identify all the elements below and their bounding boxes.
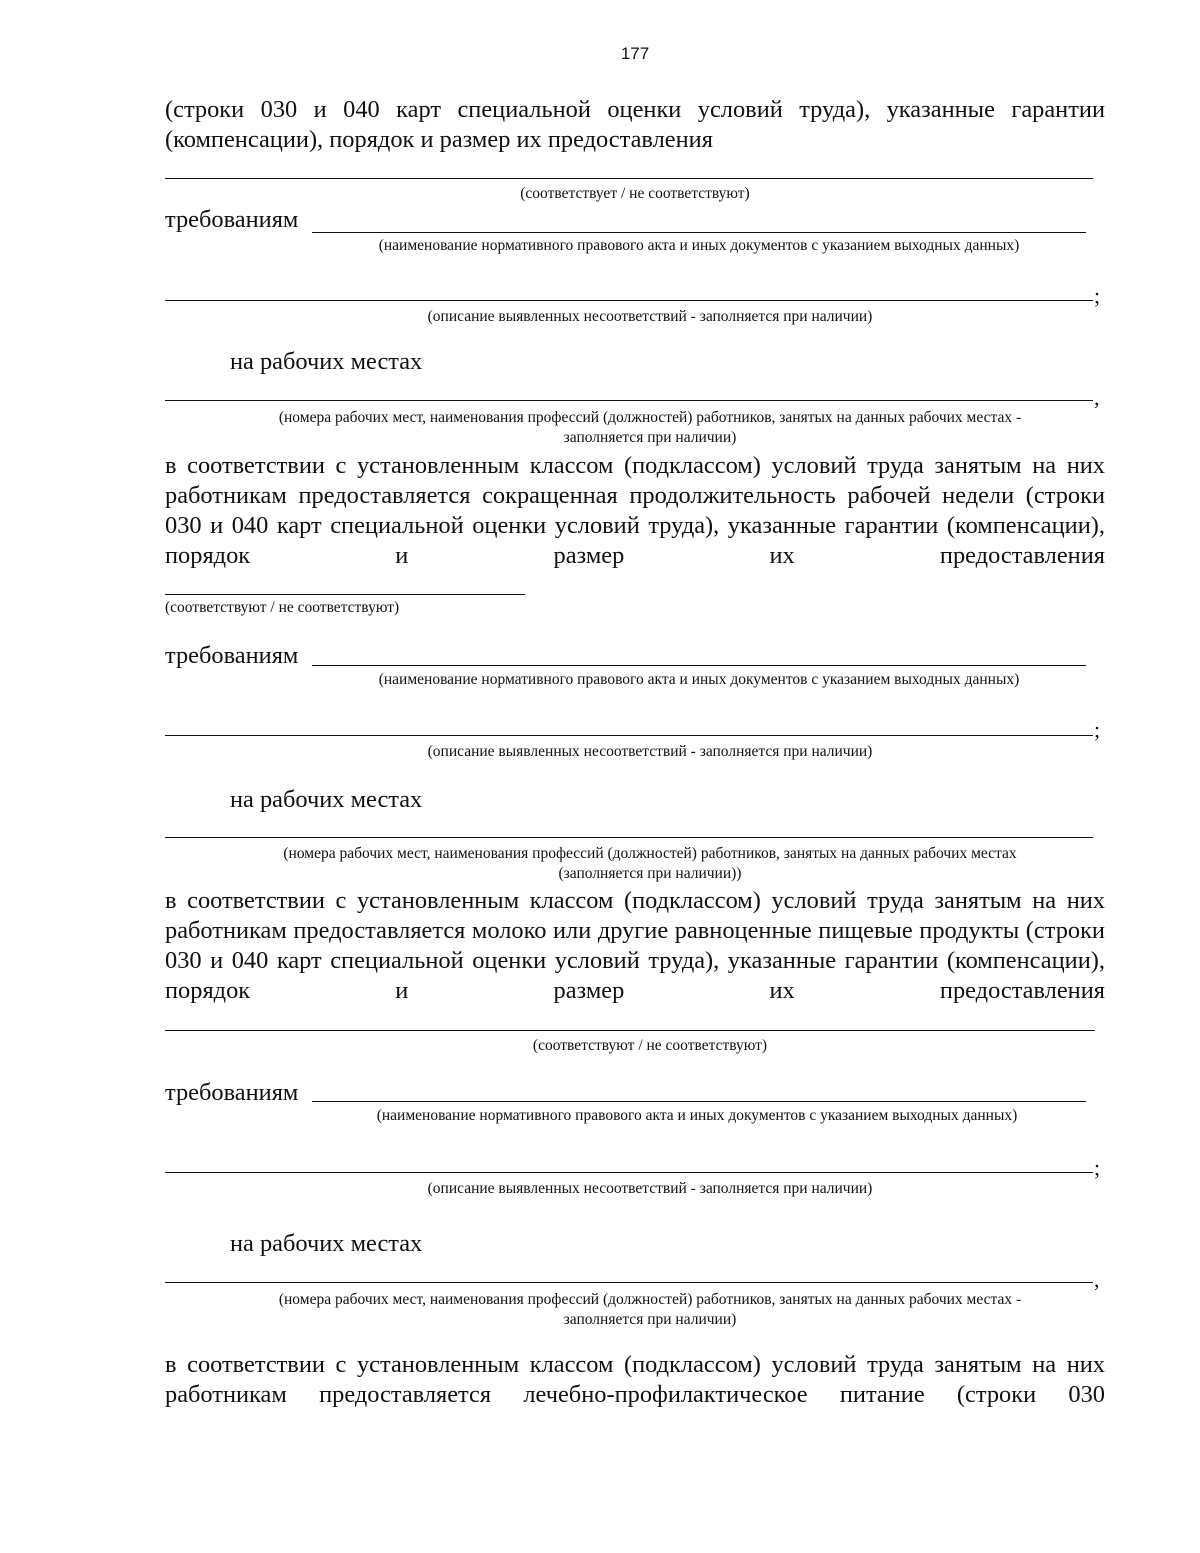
requirements-label: требованиям <box>165 206 299 233</box>
field-end-comma: , <box>1094 385 1100 410</box>
page-number: 177 <box>620 44 650 63</box>
requirements-label: требованиям <box>165 642 299 669</box>
field-end-semicolon: ; <box>1094 717 1101 742</box>
legal-act-caption: (наименование нормативного правового акта и иных документов с указанием выходных данных) <box>376 1107 1018 1124</box>
nonconformity-caption: (описание выявленных несоответствий - заполняется при наличии) <box>427 308 873 325</box>
legal-act-field-line[interactable] <box>312 1101 1086 1102</box>
legal-act-caption: (наименование нормативного правового акта и иных документов с указанием выходных данных) <box>378 237 1020 254</box>
workplaces-field-line[interactable] <box>165 400 1093 401</box>
condition-paragraph: в соответствии с установленным классом (подклассом) условий труда занятым на них работникам предоставляется лечебно-профилактическое питание (строки 030 <box>165 1351 1105 1408</box>
legal-act-caption: (наименование нормативного правового акта и иных документов с указанием выходных данных) <box>378 671 1020 688</box>
nonconformity-caption: (описание выявленных несоответствий - заполняется при наличии) <box>427 743 873 760</box>
field-end-semicolon: ; <box>1094 1155 1101 1180</box>
legal-act-field-line[interactable] <box>312 665 1086 666</box>
compliance-caption: (соответствуют / не соответствуют) <box>165 599 400 616</box>
nonconformity-field-line[interactable] <box>165 735 1093 736</box>
compliance-field-line[interactable] <box>165 594 525 595</box>
compliance-field-line[interactable] <box>165 178 1093 179</box>
workplaces-caption-line-2: заполняется при наличии) <box>563 429 737 446</box>
workplaces-label: на рабочих местах <box>230 348 423 375</box>
workplaces-field-line[interactable] <box>165 1282 1093 1283</box>
workplaces-caption-line-2: (заполняется при наличии)) <box>558 865 742 882</box>
compliance-caption: (соответствуют / не соответствуют) <box>532 1037 768 1054</box>
compliance-caption: (соответствует / не соответствуют) <box>520 185 750 202</box>
workplaces-label: на рабочих местах <box>230 1230 423 1257</box>
condition-paragraph: в соответствии с установленным классом (подклассом) условий труда занятым на них работникам предоставляется сокращенная продолжительность рабочей недели (строки 030 и 040 карт специальной оценки условий труда), указанные гарантии (компенсации), порядок и размер их предоставления <box>165 452 1105 569</box>
workplaces-label: на рабочих местах <box>230 786 423 813</box>
nonconformity-caption: (описание выявленных несоответствий - заполняется при наличии) <box>427 1180 873 1197</box>
workplaces-caption-line-1: (номера рабочих мест, наименования профессий (должностей) работников, занятых на данных рабочих местах - <box>278 1291 1022 1308</box>
legal-act-field-line[interactable] <box>312 232 1086 233</box>
condition-paragraph: в соответствии с установленным классом (подклассом) условий труда занятым на них работникам предоставляется молоко или другие равноценные пищевые продукты (строки 030 и 040 карт специальной оценки условий труда), указанные гарантии (компенсации), порядок и размер их предоставления <box>165 887 1105 1004</box>
field-end-semicolon: ; <box>1094 283 1101 308</box>
requirements-label: требованиям <box>165 1079 299 1106</box>
field-end-comma: , <box>1094 1267 1100 1292</box>
nonconformity-field-line[interactable] <box>165 300 1093 301</box>
workplaces-field-line[interactable] <box>165 837 1093 838</box>
nonconformity-field-line[interactable] <box>165 1172 1093 1173</box>
workplaces-caption-line-1: (номера рабочих мест, наименования профессий (должностей) работников, занятых на данных рабочих местах <box>283 845 1017 862</box>
compliance-field-line[interactable] <box>165 1030 1095 1031</box>
workplaces-caption-line-2: заполняется при наличии) <box>563 1311 737 1328</box>
workplaces-caption-line-1: (номера рабочих мест, наименования профессий (должностей) работников, занятых на данных рабочих местах - <box>278 409 1022 426</box>
intro-paragraph: (строки 030 и 040 карт специальной оценки условий труда), указанные гарантии (компенсации), порядок и размер их предоставления <box>165 96 1105 153</box>
